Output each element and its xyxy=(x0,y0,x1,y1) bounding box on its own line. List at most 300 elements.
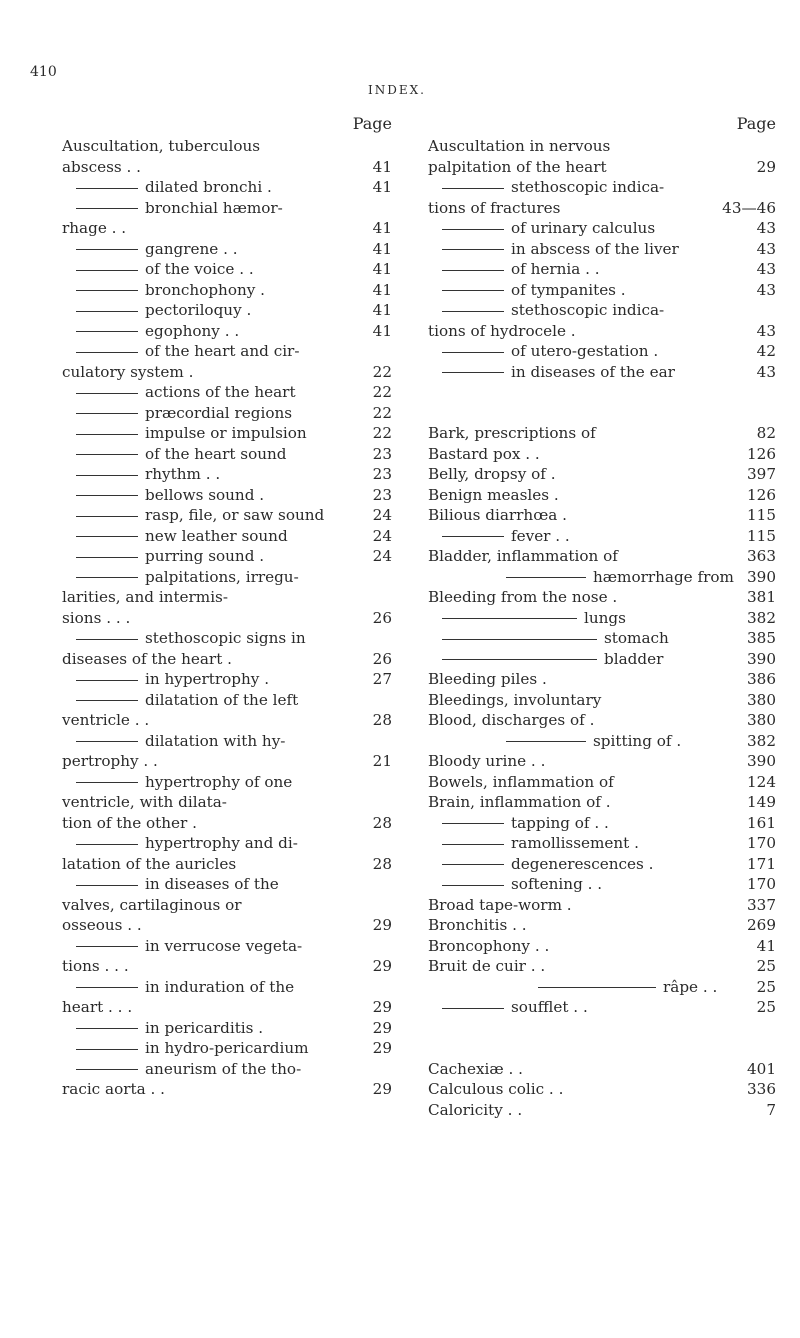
index-entry xyxy=(62,177,392,198)
entry-page-number: 336 xyxy=(747,1080,776,1098)
entry-text: tapping of . . xyxy=(511,813,609,832)
entry-page-number: 29 xyxy=(372,916,392,934)
index-entry xyxy=(62,444,392,465)
ditto-dash xyxy=(442,844,504,845)
index-entry xyxy=(62,813,392,834)
index-entry xyxy=(62,956,392,977)
index-entry xyxy=(62,423,392,444)
index-entry xyxy=(62,854,392,875)
index-entry xyxy=(62,608,392,629)
index-entry xyxy=(428,792,776,813)
index-entry xyxy=(62,895,392,916)
entry-text: dilatation with hy- xyxy=(145,731,286,750)
index-entry xyxy=(428,362,776,383)
entry-text: palpitations, irregu- xyxy=(145,567,299,586)
index-entry xyxy=(428,341,776,362)
index-entry xyxy=(62,505,392,526)
index-entry xyxy=(428,546,776,567)
index-entry xyxy=(428,567,776,588)
index-entry xyxy=(428,1100,776,1121)
entry-text: hypertrophy of one xyxy=(145,772,293,791)
entry-text: tions of fractures xyxy=(428,198,561,217)
index-entry xyxy=(62,280,392,301)
index-entry xyxy=(428,690,776,711)
entry-text: Cachexiæ . . xyxy=(428,1059,523,1078)
entry-text: of the heart and cir- xyxy=(145,342,300,360)
entry-text: in hydro-pericardium xyxy=(145,1039,309,1057)
entry-text: Bastard pox . . xyxy=(428,444,540,463)
index-entry xyxy=(428,280,776,301)
ditto-dash xyxy=(442,885,504,886)
index-entry xyxy=(62,649,392,670)
ditto-dash xyxy=(76,208,138,209)
index-entry xyxy=(428,423,776,444)
ditto-dash xyxy=(76,639,138,640)
page-column-label: Page xyxy=(736,114,776,133)
index-entry xyxy=(62,403,392,424)
entry-text: larities, and intermis- xyxy=(62,588,228,606)
entry-page-number: 7 xyxy=(766,1100,776,1119)
entry-text: ventricle, with dilata- xyxy=(62,793,227,811)
entry-text: Bruit de cuir . . xyxy=(428,957,546,975)
entry-text: hæmorrhage from xyxy=(593,567,734,586)
entry-page-number: 43 xyxy=(756,280,776,299)
spacer xyxy=(428,1038,776,1059)
ditto-dash xyxy=(76,557,138,558)
entry-page-number: 170 xyxy=(747,875,776,893)
ditto-dash xyxy=(76,311,138,312)
index-entry xyxy=(62,136,392,157)
ditto-dash xyxy=(442,1008,504,1009)
entry-page-number: 385 xyxy=(747,629,776,647)
index-entry xyxy=(62,833,392,854)
index-entry xyxy=(62,300,392,321)
ditto-dash xyxy=(442,290,504,291)
entry-page-number: 126 xyxy=(747,444,776,463)
entry-page-number: 29 xyxy=(372,1018,392,1037)
ditto-dash xyxy=(538,987,656,988)
entry-text: in hypertrophy . xyxy=(145,670,270,688)
entry-page-number: 25 xyxy=(756,998,776,1016)
index-entry xyxy=(428,136,776,157)
entry-text: latation of the auricles xyxy=(62,854,237,873)
entry-text: racic aorta . . xyxy=(62,1080,165,1098)
entry-text: diseases of the heart . xyxy=(62,649,232,668)
page-number: 410 xyxy=(30,64,57,80)
index-entry xyxy=(62,198,392,219)
index-entry xyxy=(428,833,776,854)
ditto-dash xyxy=(442,188,504,189)
index-entry xyxy=(428,731,776,752)
entry-text: stethoscopic indica- xyxy=(511,301,665,319)
entry-text: Bladder, inflammation of xyxy=(428,547,618,565)
entry-page-number: 23 xyxy=(372,465,392,483)
entry-text: softening . . xyxy=(511,875,603,893)
ditto-dash xyxy=(76,885,138,886)
entry-text: abscess . . xyxy=(62,157,141,176)
ditto-dash xyxy=(76,577,138,578)
entry-text: rhage . . xyxy=(62,219,127,237)
ditto-dash xyxy=(76,475,138,476)
index-entry xyxy=(62,239,392,260)
entry-text: gangrene . . xyxy=(145,239,238,258)
entry-text: Calculous colic . . xyxy=(428,1080,564,1098)
ditto-dash xyxy=(76,700,138,701)
entry-page-number: 29 xyxy=(372,998,392,1016)
entry-page-number: 43 xyxy=(756,321,776,340)
entry-page-number: 29 xyxy=(372,1039,392,1057)
entry-text: culatory system . xyxy=(62,362,194,381)
ditto-dash xyxy=(442,823,504,824)
index-entry xyxy=(62,218,392,239)
entry-page-number: 22 xyxy=(372,424,392,442)
index-entry xyxy=(62,587,392,608)
entry-text: osseous . . xyxy=(62,916,142,934)
ditto-dash xyxy=(442,639,597,640)
entry-text: spitting of . xyxy=(593,731,682,750)
index-entry xyxy=(62,259,392,280)
index-entry xyxy=(428,444,776,465)
entry-text: actions of the heart xyxy=(145,383,296,401)
entry-text: Bowels, inflammation of xyxy=(428,772,614,791)
index-entry xyxy=(428,854,776,875)
index-entry xyxy=(62,1079,392,1100)
index-entry xyxy=(428,157,776,178)
index-entry xyxy=(428,669,776,690)
index-entry xyxy=(428,813,776,834)
index-entry xyxy=(428,505,776,526)
entry-page-number: 43 xyxy=(756,219,776,237)
entry-text: tions of hydrocele . xyxy=(428,321,576,340)
index-entry xyxy=(62,915,392,936)
ditto-dash xyxy=(76,434,138,435)
spacer xyxy=(428,382,776,403)
index-entry xyxy=(428,956,776,977)
entry-text: degenerescences . xyxy=(511,854,654,873)
entry-text: of tympanites . xyxy=(511,280,626,299)
entry-page-number: 28 xyxy=(372,854,392,873)
ditto-dash xyxy=(76,270,138,271)
entry-page-number: 29 xyxy=(372,957,392,975)
entry-page-number: 41 xyxy=(372,280,392,299)
entry-text: fever . . xyxy=(511,526,570,545)
index-entry xyxy=(62,1018,392,1039)
index-entry xyxy=(428,649,776,670)
index-entry xyxy=(428,710,776,731)
entry-text: rasp, file, or saw sound xyxy=(145,506,325,524)
running-head: INDEX. xyxy=(368,83,426,97)
ditto-dash xyxy=(76,393,138,394)
ditto-dash xyxy=(442,270,504,271)
entry-text: aneurism of the tho- xyxy=(145,1059,302,1078)
entry-page-number: 390 xyxy=(747,567,776,586)
ditto-dash xyxy=(442,618,577,619)
entry-text: Blood, discharges of . xyxy=(428,711,595,729)
index-entry xyxy=(62,526,392,547)
entry-page-number: 43 xyxy=(756,239,776,258)
entry-text: præcordial regions xyxy=(145,403,293,422)
entry-text: in pericarditis . xyxy=(145,1018,264,1037)
entry-text: rhythm . . xyxy=(145,465,221,483)
entry-page-number: 21 xyxy=(372,752,392,770)
index-entry xyxy=(62,936,392,957)
entry-page-number: 43 xyxy=(756,362,776,381)
entry-text: in induration of the xyxy=(145,977,295,996)
ditto-dash xyxy=(76,680,138,681)
entry-text: stethoscopic indica- xyxy=(511,178,665,196)
index-entry xyxy=(62,382,392,403)
ditto-dash xyxy=(442,229,504,230)
entry-text: Broncophony . . xyxy=(428,936,550,955)
entry-page-number: 28 xyxy=(372,813,392,832)
index-entry xyxy=(428,177,776,198)
entry-page-number: 382 xyxy=(747,731,776,750)
entry-text: bronchial hæmor- xyxy=(145,198,283,217)
entry-text: tion of the other . xyxy=(62,813,197,832)
entry-text: hypertrophy and di- xyxy=(145,834,298,852)
index-entry xyxy=(428,259,776,280)
index-entry xyxy=(62,464,392,485)
index-entry xyxy=(428,608,776,629)
index-entry xyxy=(62,157,392,178)
index-entry xyxy=(428,485,776,506)
entry-text: purring sound . xyxy=(145,547,265,565)
entry-page-number: 24 xyxy=(372,506,392,524)
index-entry xyxy=(428,628,776,649)
ditto-dash xyxy=(76,188,138,189)
entry-page-number: 27 xyxy=(372,670,392,688)
entry-page-number: 149 xyxy=(747,793,776,811)
ditto-dash xyxy=(506,741,586,742)
index-entry xyxy=(62,321,392,342)
entry-text: in verrucose vegeta- xyxy=(145,936,303,955)
ditto-dash xyxy=(442,311,504,312)
entry-page-number: 41 xyxy=(372,157,392,176)
entry-text: pectoriloquy . xyxy=(145,301,252,319)
ditto-dash xyxy=(506,577,586,578)
entry-text: of urinary calculus xyxy=(511,219,656,237)
entry-page-number: 24 xyxy=(372,547,392,565)
entry-text: Bark, prescriptions of xyxy=(428,424,596,442)
entry-page-number: 126 xyxy=(747,485,776,504)
index-entry xyxy=(62,690,392,711)
entry-text: ventricle . . xyxy=(62,711,150,729)
entry-text: pertrophy . . xyxy=(62,752,158,770)
index-entry xyxy=(62,710,392,731)
ditto-dash xyxy=(76,516,138,517)
entry-page-number: 26 xyxy=(372,649,392,668)
entry-page-number: 29 xyxy=(756,157,776,176)
index-entry xyxy=(428,300,776,321)
entry-page-number: 22 xyxy=(372,362,392,381)
index-entry xyxy=(62,362,392,383)
entry-page-number: 43 xyxy=(756,260,776,278)
entry-text: bronchophony . xyxy=(145,280,266,299)
index-entry xyxy=(428,936,776,957)
index-entry xyxy=(428,218,776,239)
ditto-dash xyxy=(76,413,138,414)
entry-text: Caloricity . . xyxy=(428,1100,523,1119)
index-entry xyxy=(62,1059,392,1080)
index-entry xyxy=(428,1059,776,1080)
entry-text: impulse or impulsion xyxy=(145,424,307,442)
index-entry xyxy=(428,977,776,998)
spacer xyxy=(428,1018,776,1039)
ditto-dash xyxy=(442,536,504,537)
entry-text: of hernia . . xyxy=(511,260,600,278)
index-entry xyxy=(62,977,392,998)
entry-text: palpitation of the heart xyxy=(428,157,607,176)
index-entry xyxy=(62,731,392,752)
entry-text: Bronchitis . . xyxy=(428,916,527,934)
entry-page-number: 41 xyxy=(372,260,392,278)
entry-text: of utero-gestation . xyxy=(511,342,659,360)
entry-page-number: 28 xyxy=(372,711,392,729)
index-entry xyxy=(428,239,776,260)
index-entry xyxy=(428,587,776,608)
entry-page-number: 161 xyxy=(747,813,776,832)
ditto-dash xyxy=(76,1028,138,1029)
entry-text: new leather sound xyxy=(145,526,288,545)
index-column-left xyxy=(62,112,392,1100)
entry-text: valves, cartilaginous or xyxy=(62,895,242,914)
index-entry xyxy=(62,628,392,649)
entry-text: in diseases of the xyxy=(145,875,279,893)
entry-text: stethoscopic signs in xyxy=(145,629,306,647)
ditto-dash xyxy=(442,864,504,865)
index-entry xyxy=(62,792,392,813)
index-entry xyxy=(62,567,392,588)
entry-text: Bleedings, involuntary xyxy=(428,690,602,709)
entry-page-number: 386 xyxy=(747,670,776,688)
entry-page-number: 41 xyxy=(756,936,776,955)
entry-page-number: 43—46 xyxy=(722,198,776,217)
entry-list xyxy=(428,136,776,1120)
entry-text: Brain, inflammation of . xyxy=(428,793,611,811)
entry-page-number: 25 xyxy=(756,957,776,975)
entry-text: Auscultation, tuberculous xyxy=(62,137,261,155)
index-entry xyxy=(428,915,776,936)
index-entry xyxy=(428,895,776,916)
entry-page-number: 82 xyxy=(756,424,776,442)
entry-page-number: 41 xyxy=(372,178,392,196)
entry-page-number: 25 xyxy=(756,977,776,996)
entry-page-number: 269 xyxy=(747,916,776,934)
entry-page-number: 397 xyxy=(747,465,776,483)
entry-page-number: 390 xyxy=(747,649,776,668)
index-entry xyxy=(428,997,776,1018)
ditto-dash xyxy=(442,249,504,250)
entry-text: Bleeding piles . xyxy=(428,670,547,688)
entry-page-number: 22 xyxy=(372,383,392,401)
entry-text: stomach xyxy=(604,629,669,647)
ditto-dash xyxy=(442,659,597,660)
entry-page-number: 115 xyxy=(747,506,776,524)
entry-text: Auscultation in nervous xyxy=(428,137,611,155)
entry-page-number: 23 xyxy=(372,444,392,463)
entry-page-number: 401 xyxy=(747,1059,776,1078)
entry-page-number: 41 xyxy=(372,239,392,258)
entry-text: in diseases of the ear xyxy=(511,362,675,381)
index-entry xyxy=(62,1038,392,1059)
index-entry xyxy=(62,669,392,690)
entry-page-number: 363 xyxy=(747,547,776,565)
index-entry xyxy=(62,485,392,506)
entry-page-number: 41 xyxy=(372,321,392,340)
ditto-dash xyxy=(76,987,138,988)
index-entry xyxy=(428,1079,776,1100)
ditto-dash xyxy=(76,495,138,496)
entry-list xyxy=(62,136,392,1100)
index-entry xyxy=(428,772,776,793)
index-entry xyxy=(62,341,392,362)
entry-text: râpe . . xyxy=(663,977,718,996)
entry-text: of the heart sound xyxy=(145,444,287,463)
index-entry xyxy=(428,874,776,895)
index-entry xyxy=(62,546,392,567)
entry-page-number: 41 xyxy=(372,219,392,237)
index-entry xyxy=(62,997,392,1018)
entry-page-number: 390 xyxy=(747,752,776,770)
ditto-dash xyxy=(442,372,504,373)
entry-page-number: 29 xyxy=(372,1080,392,1098)
spacer xyxy=(428,403,776,424)
index-column-right xyxy=(428,112,776,1120)
ditto-dash xyxy=(76,249,138,250)
entry-page-number: 382 xyxy=(747,608,776,627)
index-entry xyxy=(62,772,392,793)
ditto-dash xyxy=(76,290,138,291)
entry-page-number: 41 xyxy=(372,301,392,319)
index-entry xyxy=(428,321,776,342)
entry-text: egophony . . xyxy=(145,321,240,340)
entry-page-number: 381 xyxy=(747,588,776,606)
index-entry xyxy=(62,874,392,895)
entry-text: in abscess of the liver xyxy=(511,239,679,258)
entry-page-number: 42 xyxy=(756,342,776,360)
index-entry xyxy=(428,198,776,219)
ditto-dash xyxy=(76,331,138,332)
entry-page-number: 23 xyxy=(372,485,392,504)
ditto-dash xyxy=(76,1069,138,1070)
entry-text: Broad tape-worm . xyxy=(428,895,572,914)
entry-text: Belly, dropsy of . xyxy=(428,465,556,483)
entry-page-number: 337 xyxy=(747,895,776,914)
ditto-dash xyxy=(76,946,138,947)
page-column-label: Page xyxy=(352,114,392,133)
ditto-dash xyxy=(76,741,138,742)
index-entry xyxy=(428,526,776,547)
entry-page-number: 115 xyxy=(747,526,776,545)
entry-text: dilatation of the left xyxy=(145,690,299,709)
entry-text: tions . . . xyxy=(62,957,129,975)
entry-page-number: 380 xyxy=(747,711,776,729)
index-entry xyxy=(428,464,776,485)
entry-text: of the voice . . xyxy=(145,260,254,278)
ditto-dash xyxy=(76,536,138,537)
ditto-dash xyxy=(76,1049,138,1050)
entry-text: Bleeding from the nose . xyxy=(428,588,618,606)
entry-text: heart . . . xyxy=(62,998,133,1016)
index-entry xyxy=(62,751,392,772)
entry-text: Bloody urine . . xyxy=(428,752,546,770)
entry-page-number: 170 xyxy=(747,834,776,852)
entry-text: ramollissement . xyxy=(511,834,639,852)
ditto-dash xyxy=(76,782,138,783)
entry-page-number: 380 xyxy=(747,690,776,709)
entry-page-number: 24 xyxy=(372,526,392,545)
entry-text: dilated bronchi . xyxy=(145,178,272,196)
